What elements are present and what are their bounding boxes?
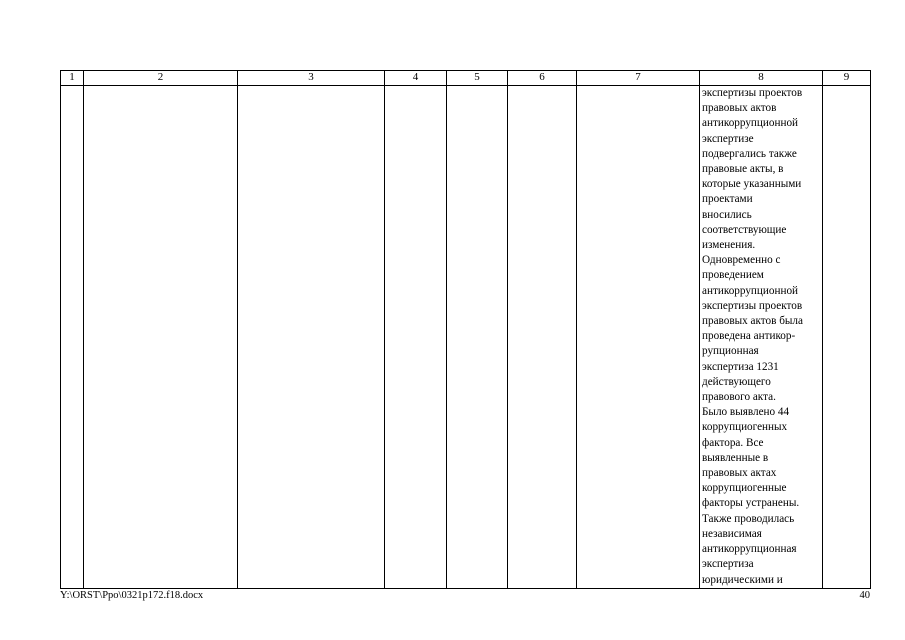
cell-text-line: антикоррупционная	[702, 543, 797, 556]
column-header-4: 4	[385, 71, 447, 86]
cell-text-line: выявленные в	[702, 451, 769, 464]
cell-text-line: экспертизе	[702, 132, 754, 145]
table-cell-col1	[61, 86, 84, 589]
table-cell-col6	[508, 86, 577, 589]
table-cell-col8	[700, 86, 823, 589]
column-header-6: 6	[508, 71, 577, 86]
cell-text-line: экспертизы проектов	[702, 87, 803, 99]
table-cell-col2	[84, 86, 238, 589]
table-cell-col5	[447, 86, 508, 589]
document-file-path: Y:\ORST\Ppo\0321p172.f18.docx	[60, 590, 204, 601]
column-header-7: 7	[577, 71, 700, 86]
cell-text-line: коррупциогенные	[702, 482, 787, 495]
cell-text-line: изменения.	[702, 239, 756, 252]
cell-text-line: которые указанными	[702, 178, 802, 191]
column-header-2: 2	[84, 71, 238, 86]
page-number: 40	[859, 590, 870, 601]
cell-text-line: вносились	[702, 208, 752, 221]
cell-text-line: проектами	[702, 193, 753, 206]
cell-text-line: правовых актах	[702, 467, 777, 480]
cell-text-line: коррупциогенных	[702, 421, 788, 434]
cell-text-line: антикоррупционной	[702, 117, 799, 130]
cell-text-line: подвергались также	[702, 147, 797, 160]
table-header-row	[61, 71, 871, 86]
table-cell-col7	[577, 86, 700, 589]
cell-text-line: действующего	[702, 375, 771, 388]
report-table	[60, 70, 871, 589]
cell-text-line: правовых актов была	[702, 315, 803, 328]
cell-text-line: правовых актов	[702, 102, 777, 115]
cell-text-line: рупционная	[702, 345, 759, 358]
cell-text-line: правовые акты, в	[702, 163, 784, 176]
table-cell-col3	[238, 86, 385, 589]
cell-text-line: факторы устранены.	[702, 497, 800, 510]
column-header-3: 3	[238, 71, 385, 86]
column-header-8: 8	[700, 71, 823, 86]
column-header-5: 5	[447, 71, 508, 86]
cell-text-line: экспертиза	[702, 558, 754, 571]
cell-text-line: правового акта.	[702, 391, 776, 404]
table-cell-col4	[385, 86, 447, 589]
table-row	[61, 86, 871, 589]
cell-text-line: фактора. Все	[702, 436, 764, 449]
table-cell-col9	[823, 86, 871, 589]
cell-text-line: юридическими и	[702, 573, 783, 586]
cell-text-line: экспертизы проектов	[702, 299, 803, 312]
cell-text-line: соответствующие	[702, 223, 787, 236]
cell-text-line: независимая	[702, 527, 762, 540]
column-header-1: 1	[61, 71, 84, 86]
cell-text-line: проведением	[702, 269, 764, 282]
cell-text-line: Одновременно с	[702, 254, 781, 267]
cell-text-line: антикоррупционной	[702, 284, 799, 297]
column-header-9: 9	[823, 71, 871, 86]
cell-text-line: Было выявлено 44	[702, 406, 790, 419]
cell-text-line: экспертиза 1231	[702, 360, 779, 373]
cell-text-line: Также проводилась	[702, 512, 795, 525]
cell-text-line: проведена антикор-	[702, 330, 796, 343]
